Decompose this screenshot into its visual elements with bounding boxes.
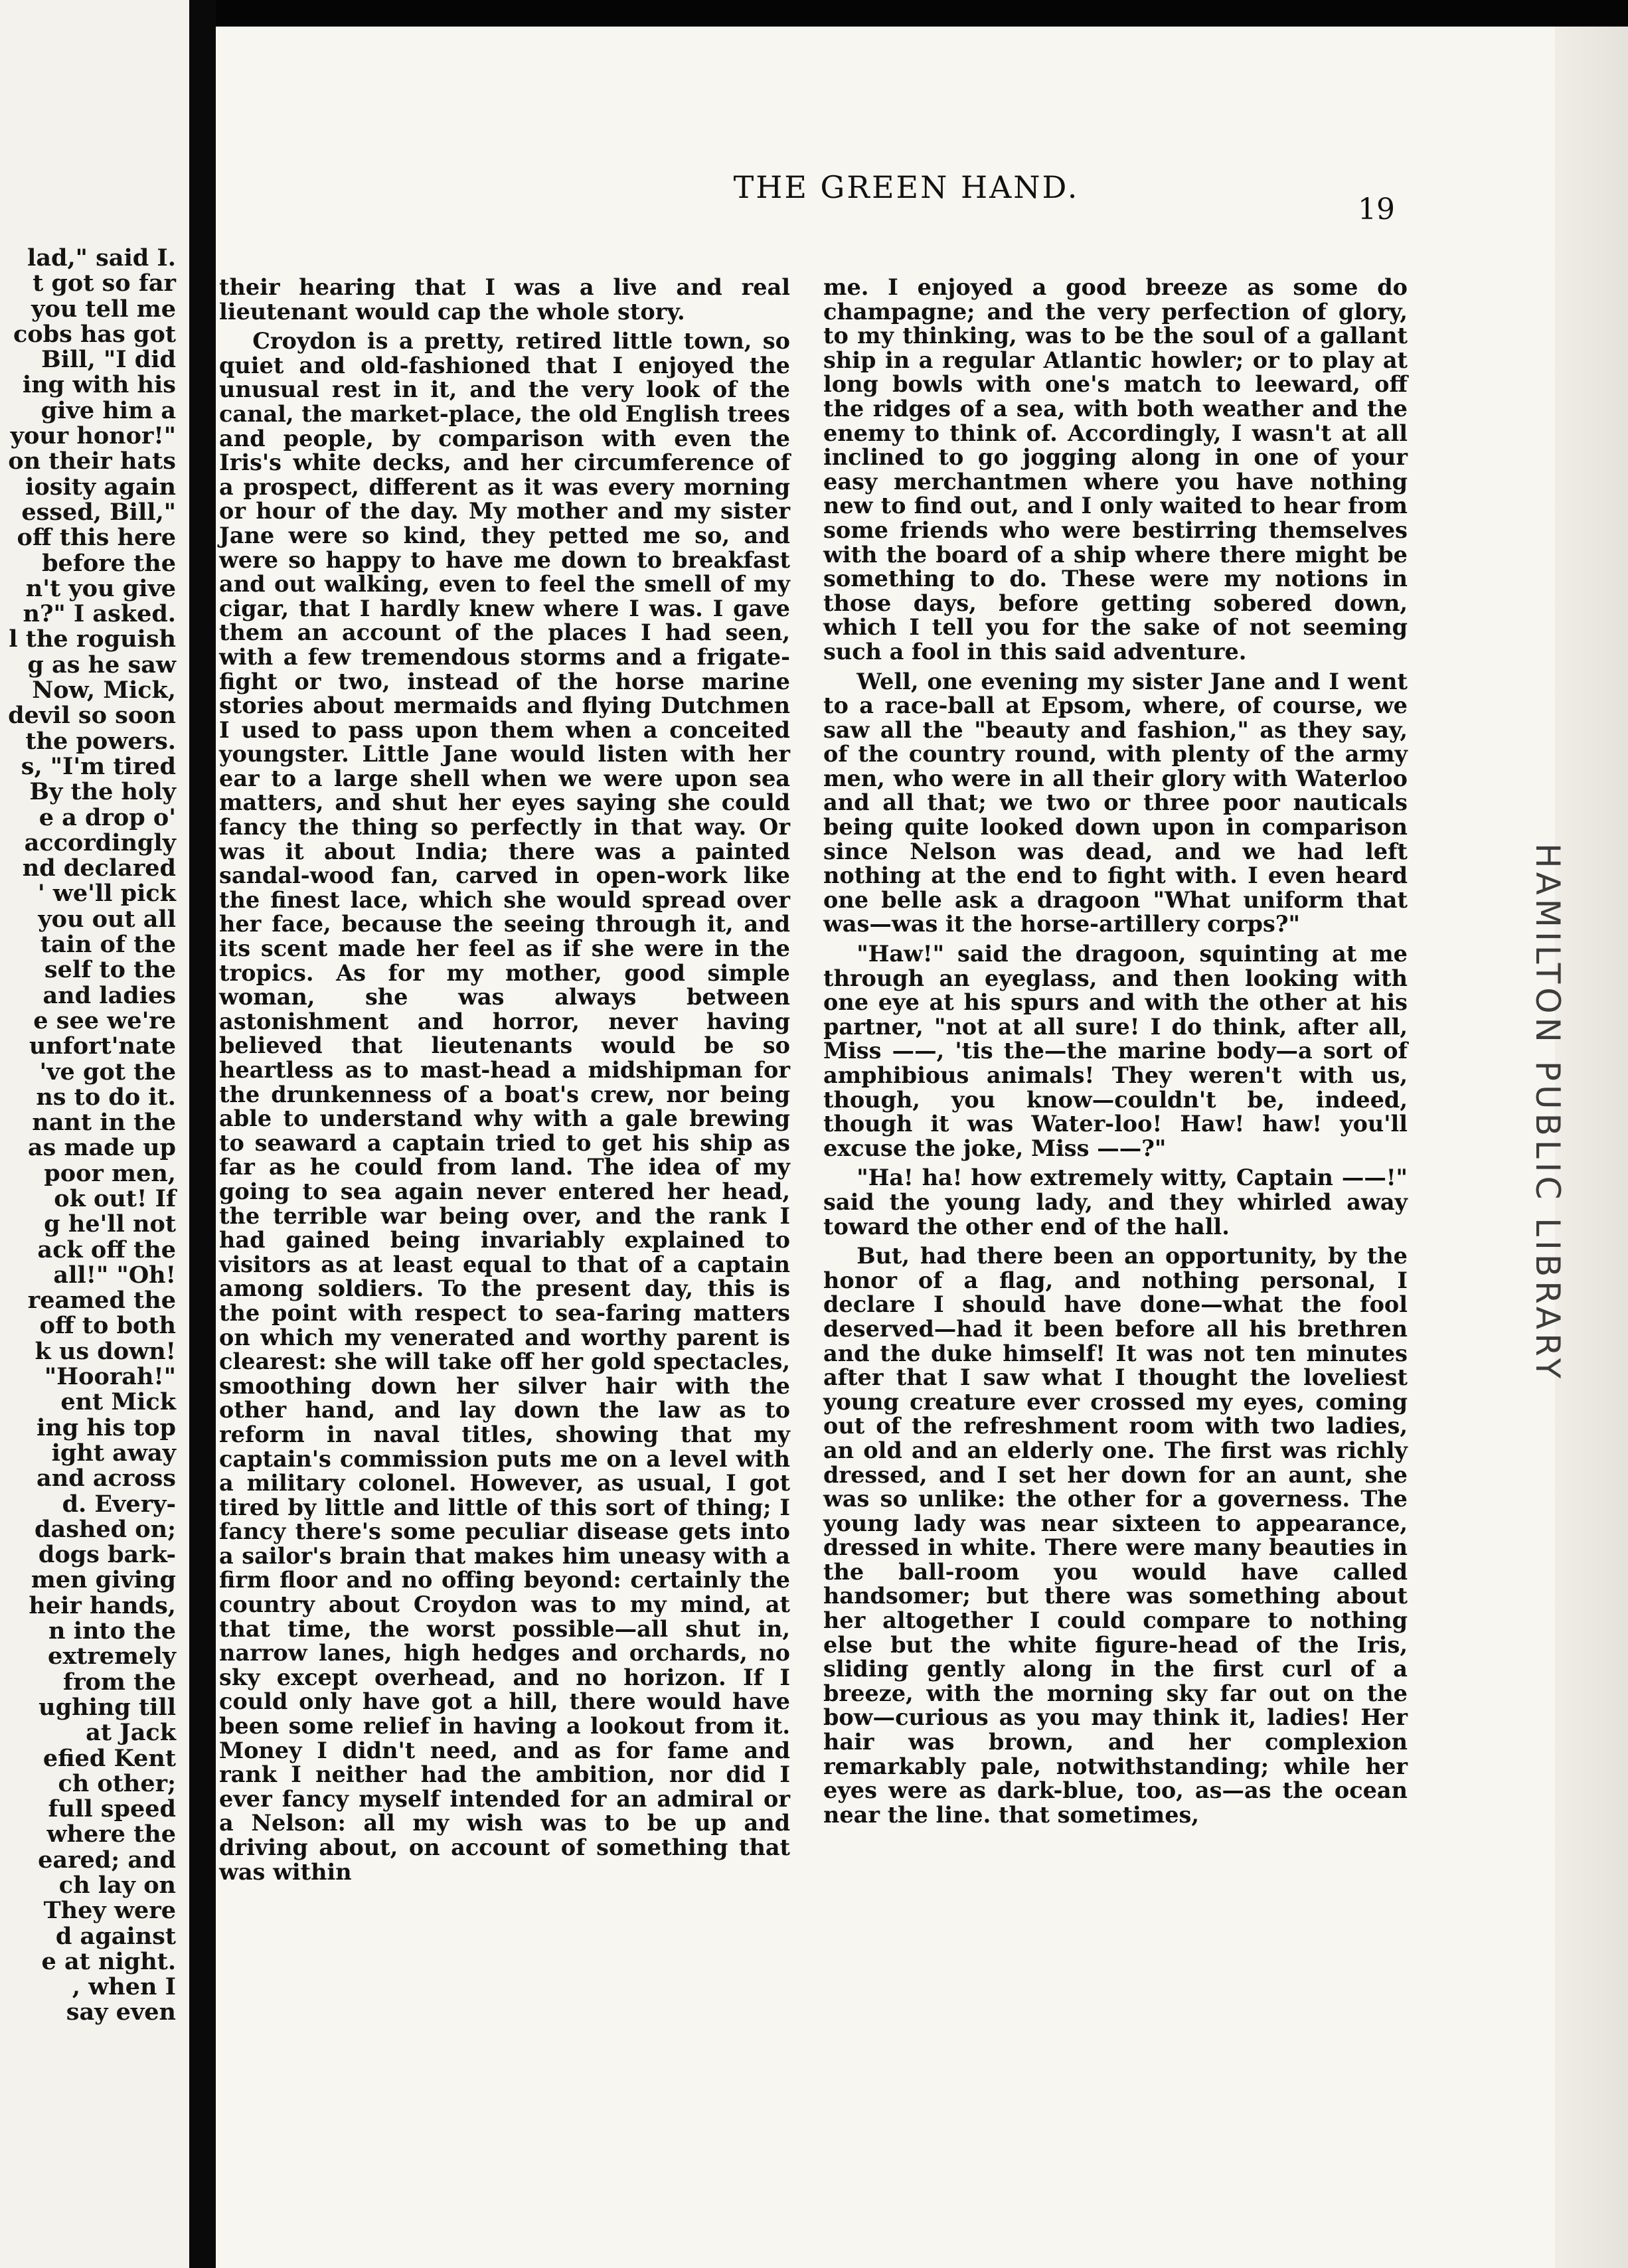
- previous-page-line: "Hoorah!": [44, 1363, 176, 1391]
- previous-page-line: dashed on;: [35, 1515, 176, 1543]
- paragraph: "Ha! ha! how extremely witty, Captain ——!" said the young lady, and they whirled away toward the other end of the hall.: [823, 1165, 1408, 1240]
- previous-page-line: full speed: [48, 1795, 176, 1823]
- previous-page-line: say even: [66, 1998, 176, 2026]
- previous-page-line: poor men,: [44, 1159, 176, 1187]
- previous-page-line: essed, Bill,": [21, 498, 176, 526]
- previous-page-fragment: [0, 0, 189, 2268]
- previous-page-line: and across: [37, 1465, 176, 1493]
- previous-page-line: devil so soon: [8, 702, 176, 730]
- previous-page-line: ch other;: [58, 1769, 176, 1797]
- previous-page-line: ch lay on: [58, 1872, 176, 1899]
- previous-page-line: ack off the: [37, 1236, 176, 1263]
- previous-page-line: as made up: [27, 1134, 176, 1162]
- previous-page-line: all!" "Oh!: [53, 1261, 176, 1289]
- previous-page-line: off to both: [39, 1312, 176, 1340]
- previous-page-line: g as he saw: [27, 651, 176, 679]
- previous-page-line: l the roguish: [9, 625, 176, 653]
- previous-page-line: n?" I asked.: [23, 600, 176, 628]
- book-gutter: [189, 0, 216, 2268]
- paragraph: "Haw!" said the dragoon, squinting at me through an eyeglass, and then looking with one eye at his spurs and with the other at his partner, "not at all sure! I do think, after all, Miss ——, 'tis the—the marine body—a sort of amphibious animals! They weren't with us, though, you know—couldn't be, indeed, though it was Water-loo! Haw! haw! you'll excuse the joke, Miss ——?": [823, 941, 1408, 1161]
- previous-page-line: self to the: [44, 956, 176, 984]
- previous-page-line: ' we'll pick: [37, 880, 176, 908]
- previous-page-line: ent Mick: [60, 1388, 176, 1416]
- previous-page-line: n't you give: [25, 574, 176, 602]
- previous-page-line: unfort'nate: [29, 1032, 176, 1060]
- previous-page-line: men giving: [31, 1566, 176, 1594]
- paragraph: Well, one evening my sister Jane and I went to a race-ball at Epsom, where, of course, we saw all the "beauty and fashion," as they say, of the country round, with plenty of the army men, who were in all their glory with Waterloo and all that; we two or three poor nauticals being quite looked down upon in comparison since Nelson was dead, and we had left nothing at the end to fight with. I even heard one belle ask a dragoon "What uniform that was—was it the horse-artillery corps?": [823, 668, 1408, 937]
- previous-page-line: the powers.: [25, 727, 176, 755]
- book-page: [216, 27, 1628, 2268]
- previous-page-line: e see we're: [33, 1007, 176, 1034]
- left-column: [219, 276, 790, 1884]
- previous-page-line: before the: [42, 549, 176, 577]
- page-number: 19: [1358, 193, 1395, 226]
- previous-page-line: efied Kent: [42, 1744, 176, 1772]
- paragraph: their hearing that I was a live and real lieutenant would cap the whole story.: [219, 274, 790, 325]
- previous-page-line: ing with his: [22, 371, 176, 399]
- previous-page-line: ns to do it.: [36, 1083, 176, 1111]
- library-stamp: HAMILTON PUBLIC LIBRARY: [1528, 843, 1567, 1383]
- previous-page-line: at Jack: [86, 1719, 176, 1747]
- previous-page-line: where the: [46, 1821, 176, 1848]
- previous-page-line: accordingly: [24, 829, 176, 856]
- previous-page-line: and ladies: [42, 981, 176, 1009]
- previous-page-line: ughing till: [39, 1693, 176, 1721]
- previous-page-line: d. Every-: [62, 1490, 176, 1518]
- previous-page-line: ok out! If: [54, 1184, 176, 1212]
- previous-page-line: n into the: [48, 1617, 176, 1645]
- previous-page-line: from the: [63, 1668, 176, 1696]
- paragraph: me. I enjoyed a good breeze as some do champagne; and the very perfection of glory, to my thinking, was to be the soul of a gallant ship in a regular Atlantic howler; or to play at long bowls with one's match to leeward, off the ridges of a sea, with both weather and the enemy to think of. Accordingly, I wasn't at all inclined to go jogging along in one of your easy merchantmen where you have nothing new to find out, and I only waited to hear from some friends who were bestirring themselves with the board of a ship where there might be something to do. These were my notions in those days, before getting sobered down, which I tell you for the sake of not seeming such a fool in this said adventure.: [823, 274, 1408, 665]
- previous-page-line: you out all: [38, 905, 176, 933]
- previous-page-line: They were: [43, 1897, 176, 1925]
- previous-page-line: dogs bark-: [38, 1541, 176, 1569]
- paragraph: But, had there been an opportunity, by the honor of a flag, and nothing personal, I declare I should have done—what the fool deserved—had it been before all his brethren and the duke himself! It was not ten minutes after that I saw what I thought the loveliest young creature ever crossed my eyes, coming out of the refreshment room with two ladies, an old and an elderly one. The first was richly dressed, and I set her down for an aunt, she was so unlike: the other for a governess. The young lady was near sixteen to appearance, dressed in white. There were many beauties in the ball-room you would have called handsomer; but there was something about her altogether I could compare to nothing else but the white figure-head of the Iris, sliding gently along in the first curl of a breeze, with the morning sky far out on the bow—curious as you may think it, ladies! Her hair was brown, and her complexion remarkably pale, notwithstanding; while her eyes were as dark-blue, too, as—as the ocean near the line. that sometimes,: [823, 1243, 1408, 1828]
- previous-page-line: extremely: [48, 1643, 176, 1670]
- previous-page-line: d against: [55, 1922, 176, 1950]
- previous-page-line: nant in the: [32, 1109, 176, 1137]
- previous-page-line: eared; and: [38, 1846, 176, 1874]
- previous-page-text: [0, 246, 176, 2026]
- previous-page-line: lad," said I.: [27, 244, 176, 272]
- previous-page-line: your honor!": [10, 422, 176, 450]
- previous-page-line: ight away: [51, 1439, 176, 1467]
- previous-page-line: k us down!: [35, 1337, 176, 1365]
- previous-page-line: off this here: [17, 524, 176, 552]
- previous-page-line: t got so far: [33, 270, 176, 297]
- previous-page-line: you tell me: [31, 295, 176, 323]
- previous-page-line: tain of the: [40, 931, 176, 959]
- previous-page-line: e a drop o': [39, 803, 176, 831]
- previous-page-line: heir hands,: [29, 1591, 176, 1619]
- paragraph: Croydon is a pretty, retired little town, so quiet and old-fashioned that I enjoyed the unusual rest in it, and the very look of the canal, the market-place, the old English trees and people, by comparison with even the Iris's white decks, and her circumference of a prospect, different as it was every morning or hour of the day. My mother and my sister Jane were so kind, they petted me so, and were so happy to have me down to breakfast and out walking, even to feel the smell of my cigar, that I hardly knew where I was. I gave them an account of the places I had seen, with a few tremendous storms and a frigate-fight or two, instead of the horse marine stories about mermaids and flying Dutchmen I used to pass upon them when a conceited youngster. Little Jane would listen with her ear to a large shell when we were upon sea matters, and shut her eyes saying she could fancy the thing so perfectly in that way. Or was it about India; there was a painted sandal-wood fan, carved in open-work like the finest lace, which she would spread over her face, because the seeing through it, and its scent made her feel as if she were in the tropics. As for my mother, good simple woman, she was always between astonishment and horror, never having believed that lieutenants would be so heartless as to mast-head a midshipman for the drunkenness of a boat's crew, nor being able to understand why with a gale brewing to seaward a captain tried to get his ship as far as he could from land. The idea of my going to sea again never entered her head, the terrible war being over, and the rank I had gained being invariably explained to visitors as at least equal to that of a captain among soldiers. To the present day, this is the point with respect to sea-faring matters on which my venerated and worthy parent is clearest: she will take off her gold spectacles, smoothing down her silver hair with the other hand, and lay down the law as to reform in naval titles, showing that my captain's commission puts me on a level with a military colonel. However, as usual, I got tired by little and little of this sort of thing; I fancy there's some peculiar disease gets into a sailor's brain that makes him uneasy with a firm floor and no offing beyond: certainly the country about Croydon was to my mind, at that time, the worst possible—all shut in, narrow lanes, high hedges and orchards, no sky except overhead, and no horizon. If I could only have got a hill, there would have been some relief in having a lookout from it. Money I didn't need, and as for fame and rank I neither had the ambition, nor did I ever fancy myself intended for an admiral or a Nelson: all my wish was to be up and driving about, on account of something that was within: [219, 328, 790, 1885]
- previous-page-line: Bill, "I did: [41, 346, 176, 374]
- previous-page-line: nd declared: [22, 854, 176, 882]
- previous-page-line: , when I: [72, 1973, 176, 2001]
- previous-page-line: on their hats: [8, 447, 176, 475]
- previous-page-line: iosity again: [25, 473, 176, 501]
- right-column: [823, 276, 1408, 1827]
- previous-page-line: s, "I'm tired: [21, 752, 176, 780]
- previous-page-line: Now, Mick,: [32, 677, 176, 704]
- previous-page-line: give him a: [41, 396, 176, 424]
- previous-page-line: 've got the: [39, 1058, 176, 1086]
- previous-page-line: e at night.: [41, 1947, 176, 1975]
- running-title: THE GREEN HAND.: [733, 169, 1080, 205]
- previous-page-line: By the holy: [29, 778, 176, 806]
- previous-page-line: ing his top: [36, 1414, 176, 1441]
- previous-page-line: reamed the: [27, 1287, 176, 1315]
- previous-page-line: cobs has got: [13, 320, 176, 348]
- previous-page-line: g he'll not: [44, 1210, 176, 1238]
